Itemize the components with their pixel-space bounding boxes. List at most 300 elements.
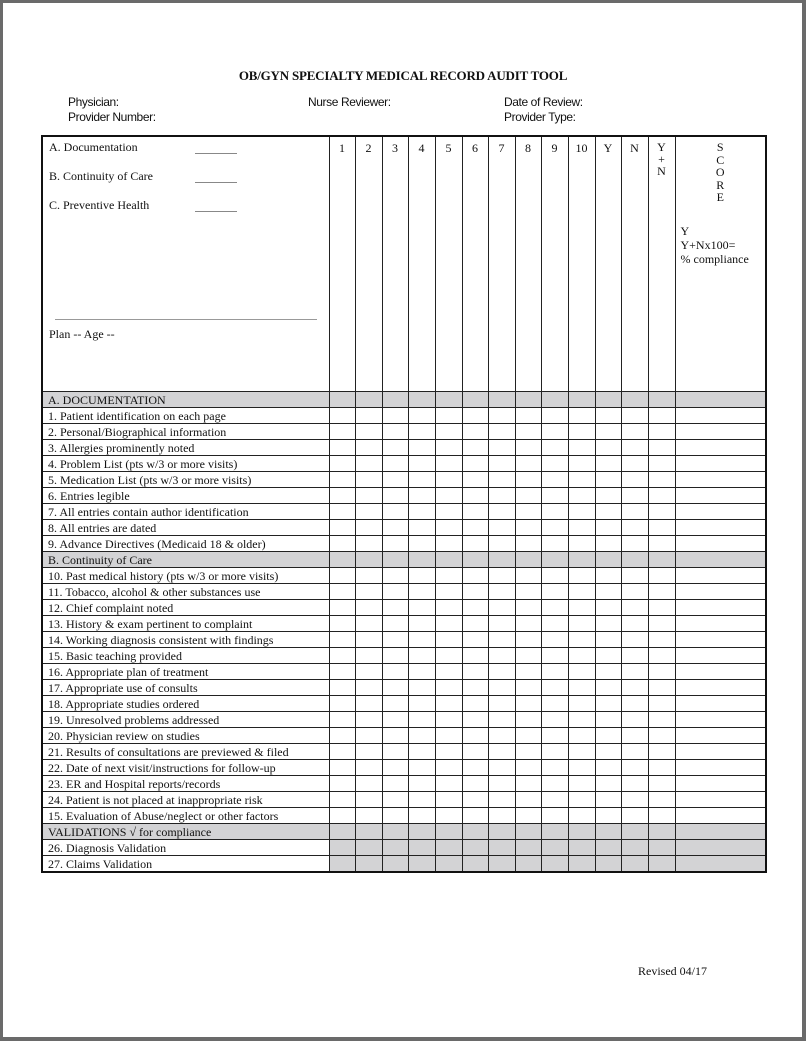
chart-check-cell[interactable] <box>435 744 462 760</box>
total-cell[interactable] <box>648 728 675 744</box>
no-count-cell[interactable] <box>621 680 648 696</box>
score-cell[interactable] <box>675 792 766 808</box>
chart-check-cell[interactable] <box>541 456 568 472</box>
yes-count-cell[interactable] <box>595 600 621 616</box>
chart-check-cell[interactable] <box>568 792 595 808</box>
total-cell[interactable] <box>648 776 675 792</box>
yes-count-cell[interactable] <box>595 728 621 744</box>
yes-count-cell[interactable] <box>595 632 621 648</box>
chart-check-cell[interactable] <box>435 808 462 824</box>
nurse-reviewer-field[interactable] <box>308 95 391 110</box>
chart-check-cell[interactable] <box>515 504 541 520</box>
physician-field[interactable] <box>68 95 156 125</box>
chart-check-cell[interactable] <box>355 616 382 632</box>
chart-check-cell[interactable] <box>408 664 435 680</box>
chart-check-cell[interactable] <box>355 712 382 728</box>
chart-check-cell[interactable] <box>355 424 382 440</box>
chart-check-cell[interactable] <box>355 760 382 776</box>
chart-check-cell[interactable] <box>541 648 568 664</box>
chart-check-cell[interactable] <box>462 632 488 648</box>
chart-check-cell[interactable] <box>488 840 515 856</box>
chart-check-cell[interactable] <box>568 456 595 472</box>
no-count-cell[interactable] <box>621 616 648 632</box>
chart-check-cell[interactable] <box>408 616 435 632</box>
no-count-cell[interactable] <box>621 648 648 664</box>
chart-check-cell[interactable] <box>329 520 355 536</box>
chart-check-cell[interactable] <box>355 744 382 760</box>
chart-check-cell[interactable] <box>329 856 355 873</box>
chart-check-cell[interactable] <box>515 424 541 440</box>
chart-check-cell[interactable] <box>435 504 462 520</box>
chart-check-cell[interactable] <box>408 840 435 856</box>
chart-check-cell[interactable] <box>462 792 488 808</box>
chart-check-cell[interactable] <box>568 568 595 584</box>
chart-check-cell[interactable] <box>488 488 515 504</box>
chart-check-cell[interactable] <box>355 504 382 520</box>
yes-count-cell[interactable] <box>595 472 621 488</box>
chart-check-cell[interactable] <box>488 776 515 792</box>
chart-check-cell[interactable] <box>382 616 408 632</box>
score-cell[interactable] <box>675 664 766 680</box>
chart-check-cell[interactable] <box>488 584 515 600</box>
chart-check-cell[interactable] <box>329 712 355 728</box>
score-cell[interactable] <box>675 648 766 664</box>
chart-check-cell[interactable] <box>462 776 488 792</box>
chart-check-cell[interactable] <box>515 648 541 664</box>
chart-check-cell[interactable] <box>462 568 488 584</box>
chart-check-cell[interactable] <box>382 520 408 536</box>
yes-count-cell[interactable] <box>595 744 621 760</box>
chart-check-cell[interactable] <box>408 536 435 552</box>
score-cell[interactable] <box>675 600 766 616</box>
chart-check-cell[interactable] <box>541 680 568 696</box>
chart-check-cell[interactable] <box>408 632 435 648</box>
no-count-cell[interactable] <box>621 568 648 584</box>
chart-check-cell[interactable] <box>462 808 488 824</box>
chart-check-cell[interactable] <box>408 760 435 776</box>
chart-check-cell[interactable] <box>568 472 595 488</box>
chart-check-cell[interactable] <box>435 696 462 712</box>
yes-count-cell[interactable] <box>595 664 621 680</box>
total-cell[interactable] <box>648 856 675 873</box>
no-count-cell[interactable] <box>621 632 648 648</box>
chart-check-cell[interactable] <box>515 520 541 536</box>
chart-check-cell[interactable] <box>488 408 515 424</box>
chart-check-cell[interactable] <box>329 488 355 504</box>
chart-check-cell[interactable] <box>568 808 595 824</box>
chart-check-cell[interactable] <box>541 520 568 536</box>
chart-check-cell[interactable] <box>515 584 541 600</box>
chart-check-cell[interactable] <box>435 472 462 488</box>
chart-check-cell[interactable] <box>541 568 568 584</box>
yes-count-cell[interactable] <box>595 680 621 696</box>
chart-check-cell[interactable] <box>515 776 541 792</box>
yes-count-cell[interactable] <box>595 712 621 728</box>
chart-check-cell[interactable] <box>568 488 595 504</box>
chart-check-cell[interactable] <box>408 472 435 488</box>
chart-check-cell[interactable] <box>568 776 595 792</box>
total-cell[interactable] <box>648 792 675 808</box>
chart-check-cell[interactable] <box>408 792 435 808</box>
chart-check-cell[interactable] <box>435 488 462 504</box>
chart-check-cell[interactable] <box>382 728 408 744</box>
chart-check-cell[interactable] <box>329 424 355 440</box>
chart-check-cell[interactable] <box>568 648 595 664</box>
chart-check-cell[interactable] <box>355 696 382 712</box>
chart-check-cell[interactable] <box>462 440 488 456</box>
no-count-cell[interactable] <box>621 760 648 776</box>
review-info-field[interactable] <box>504 95 583 125</box>
chart-check-cell[interactable] <box>568 408 595 424</box>
yes-count-cell[interactable] <box>595 808 621 824</box>
yes-count-cell[interactable] <box>595 792 621 808</box>
chart-check-cell[interactable] <box>329 456 355 472</box>
no-count-cell[interactable] <box>621 792 648 808</box>
chart-check-cell[interactable] <box>515 616 541 632</box>
chart-check-cell[interactable] <box>355 472 382 488</box>
chart-check-cell[interactable] <box>435 536 462 552</box>
chart-check-cell[interactable] <box>382 440 408 456</box>
yes-count-cell[interactable] <box>595 648 621 664</box>
chart-check-cell[interactable] <box>408 488 435 504</box>
chart-check-cell[interactable] <box>329 648 355 664</box>
total-cell[interactable] <box>648 440 675 456</box>
chart-check-cell[interactable] <box>382 424 408 440</box>
chart-check-cell[interactable] <box>329 568 355 584</box>
chart-check-cell[interactable] <box>355 536 382 552</box>
chart-check-cell[interactable] <box>515 664 541 680</box>
score-cell[interactable] <box>675 456 766 472</box>
total-cell[interactable] <box>648 472 675 488</box>
score-cell[interactable] <box>675 744 766 760</box>
no-count-cell[interactable] <box>621 840 648 856</box>
total-cell[interactable] <box>648 680 675 696</box>
chart-check-cell[interactable] <box>568 440 595 456</box>
chart-check-cell[interactable] <box>515 600 541 616</box>
total-cell[interactable] <box>648 424 675 440</box>
chart-check-cell[interactable] <box>408 424 435 440</box>
chart-check-cell[interactable] <box>329 840 355 856</box>
total-cell[interactable] <box>648 696 675 712</box>
chart-check-cell[interactable] <box>515 680 541 696</box>
chart-check-cell[interactable] <box>355 856 382 873</box>
chart-check-cell[interactable] <box>462 504 488 520</box>
chart-check-cell[interactable] <box>329 680 355 696</box>
chart-check-cell[interactable] <box>488 696 515 712</box>
score-cell[interactable] <box>675 536 766 552</box>
chart-check-cell[interactable] <box>435 760 462 776</box>
total-cell[interactable] <box>648 632 675 648</box>
chart-check-cell[interactable] <box>355 600 382 616</box>
yes-count-cell[interactable] <box>595 584 621 600</box>
no-count-cell[interactable] <box>621 408 648 424</box>
chart-check-cell[interactable] <box>382 664 408 680</box>
score-cell[interactable] <box>675 808 766 824</box>
chart-check-cell[interactable] <box>435 584 462 600</box>
total-cell[interactable] <box>648 584 675 600</box>
chart-check-cell[interactable] <box>488 440 515 456</box>
chart-check-cell[interactable] <box>355 456 382 472</box>
chart-check-cell[interactable] <box>382 648 408 664</box>
chart-check-cell[interactable] <box>488 600 515 616</box>
score-cell[interactable] <box>675 424 766 440</box>
chart-check-cell[interactable] <box>435 520 462 536</box>
score-cell[interactable] <box>675 760 766 776</box>
total-cell[interactable] <box>648 536 675 552</box>
chart-check-cell[interactable] <box>488 568 515 584</box>
chart-check-cell[interactable] <box>408 744 435 760</box>
chart-check-cell[interactable] <box>329 808 355 824</box>
chart-check-cell[interactable] <box>382 472 408 488</box>
yes-count-cell[interactable] <box>595 424 621 440</box>
chart-check-cell[interactable] <box>355 584 382 600</box>
chart-check-cell[interactable] <box>329 776 355 792</box>
chart-check-cell[interactable] <box>435 424 462 440</box>
yes-count-cell[interactable] <box>595 488 621 504</box>
chart-check-cell[interactable] <box>488 664 515 680</box>
total-cell[interactable] <box>648 648 675 664</box>
chart-check-cell[interactable] <box>515 712 541 728</box>
chart-check-cell[interactable] <box>435 440 462 456</box>
chart-check-cell[interactable] <box>515 440 541 456</box>
chart-check-cell[interactable] <box>329 536 355 552</box>
chart-check-cell[interactable] <box>515 408 541 424</box>
chart-check-cell[interactable] <box>541 440 568 456</box>
chart-check-cell[interactable] <box>515 760 541 776</box>
chart-check-cell[interactable] <box>568 536 595 552</box>
chart-check-cell[interactable] <box>488 792 515 808</box>
chart-check-cell[interactable] <box>462 488 488 504</box>
chart-check-cell[interactable] <box>408 648 435 664</box>
chart-check-cell[interactable] <box>568 504 595 520</box>
chart-check-cell[interactable] <box>382 808 408 824</box>
chart-check-cell[interactable] <box>382 792 408 808</box>
chart-check-cell[interactable] <box>435 648 462 664</box>
no-count-cell[interactable] <box>621 744 648 760</box>
chart-check-cell[interactable] <box>541 424 568 440</box>
chart-check-cell[interactable] <box>568 584 595 600</box>
chart-check-cell[interactable] <box>408 600 435 616</box>
chart-check-cell[interactable] <box>541 856 568 873</box>
chart-check-cell[interactable] <box>382 456 408 472</box>
chart-check-cell[interactable] <box>329 472 355 488</box>
chart-check-cell[interactable] <box>408 680 435 696</box>
chart-check-cell[interactable] <box>515 488 541 504</box>
chart-check-cell[interactable] <box>382 776 408 792</box>
no-count-cell[interactable] <box>621 712 648 728</box>
chart-check-cell[interactable] <box>355 568 382 584</box>
chart-check-cell[interactable] <box>488 520 515 536</box>
chart-check-cell[interactable] <box>462 664 488 680</box>
chart-check-cell[interactable] <box>408 440 435 456</box>
chart-check-cell[interactable] <box>382 536 408 552</box>
chart-check-cell[interactable] <box>488 472 515 488</box>
score-cell[interactable] <box>675 568 766 584</box>
chart-check-cell[interactable] <box>329 504 355 520</box>
chart-check-cell[interactable] <box>568 744 595 760</box>
chart-check-cell[interactable] <box>488 504 515 520</box>
chart-check-cell[interactable] <box>488 744 515 760</box>
chart-check-cell[interactable] <box>515 632 541 648</box>
chart-check-cell[interactable] <box>355 488 382 504</box>
chart-check-cell[interactable] <box>329 584 355 600</box>
chart-check-cell[interactable] <box>462 680 488 696</box>
chart-check-cell[interactable] <box>329 632 355 648</box>
chart-check-cell[interactable] <box>462 648 488 664</box>
chart-check-cell[interactable] <box>462 456 488 472</box>
chart-check-cell[interactable] <box>568 712 595 728</box>
score-blank[interactable] <box>195 144 237 154</box>
chart-check-cell[interactable] <box>435 776 462 792</box>
chart-check-cell[interactable] <box>568 424 595 440</box>
chart-check-cell[interactable] <box>462 584 488 600</box>
chart-check-cell[interactable] <box>568 760 595 776</box>
no-count-cell[interactable] <box>621 776 648 792</box>
chart-check-cell[interactable] <box>382 488 408 504</box>
total-cell[interactable] <box>648 504 675 520</box>
chart-check-cell[interactable] <box>355 440 382 456</box>
chart-check-cell[interactable] <box>435 456 462 472</box>
no-count-cell[interactable] <box>621 520 648 536</box>
score-blank[interactable] <box>195 173 237 183</box>
chart-check-cell[interactable] <box>408 808 435 824</box>
chart-check-cell[interactable] <box>435 408 462 424</box>
chart-check-cell[interactable] <box>541 792 568 808</box>
no-count-cell[interactable] <box>621 456 648 472</box>
no-count-cell[interactable] <box>621 696 648 712</box>
chart-check-cell[interactable] <box>435 712 462 728</box>
chart-check-cell[interactable] <box>329 600 355 616</box>
chart-check-cell[interactable] <box>488 728 515 744</box>
score-cell[interactable] <box>675 616 766 632</box>
chart-check-cell[interactable] <box>355 808 382 824</box>
yes-count-cell[interactable] <box>595 760 621 776</box>
chart-check-cell[interactable] <box>382 584 408 600</box>
chart-check-cell[interactable] <box>462 536 488 552</box>
chart-check-cell[interactable] <box>541 616 568 632</box>
no-count-cell[interactable] <box>621 504 648 520</box>
chart-check-cell[interactable] <box>462 696 488 712</box>
yes-count-cell[interactable] <box>595 776 621 792</box>
chart-check-cell[interactable] <box>355 840 382 856</box>
no-count-cell[interactable] <box>621 600 648 616</box>
chart-check-cell[interactable] <box>488 632 515 648</box>
total-cell[interactable] <box>648 840 675 856</box>
chart-check-cell[interactable] <box>435 568 462 584</box>
chart-check-cell[interactable] <box>515 456 541 472</box>
chart-check-cell[interactable] <box>541 808 568 824</box>
chart-check-cell[interactable] <box>329 728 355 744</box>
score-cell[interactable] <box>675 680 766 696</box>
chart-check-cell[interactable] <box>329 792 355 808</box>
chart-check-cell[interactable] <box>435 664 462 680</box>
chart-check-cell[interactable] <box>382 696 408 712</box>
chart-check-cell[interactable] <box>462 712 488 728</box>
chart-check-cell[interactable] <box>382 632 408 648</box>
chart-check-cell[interactable] <box>408 584 435 600</box>
chart-check-cell[interactable] <box>541 584 568 600</box>
no-count-cell[interactable] <box>621 808 648 824</box>
chart-check-cell[interactable] <box>408 504 435 520</box>
chart-check-cell[interactable] <box>329 664 355 680</box>
no-count-cell[interactable] <box>621 472 648 488</box>
chart-check-cell[interactable] <box>488 536 515 552</box>
score-cell[interactable] <box>675 696 766 712</box>
total-cell[interactable] <box>648 600 675 616</box>
chart-check-cell[interactable] <box>355 632 382 648</box>
score-cell[interactable] <box>675 712 766 728</box>
yes-count-cell[interactable] <box>595 840 621 856</box>
chart-check-cell[interactable] <box>462 744 488 760</box>
score-blank[interactable] <box>195 202 237 212</box>
chart-check-cell[interactable] <box>462 424 488 440</box>
chart-check-cell[interactable] <box>329 440 355 456</box>
chart-check-cell[interactable] <box>355 776 382 792</box>
chart-check-cell[interactable] <box>355 408 382 424</box>
chart-check-cell[interactable] <box>462 616 488 632</box>
chart-check-cell[interactable] <box>541 600 568 616</box>
chart-check-cell[interactable] <box>462 840 488 856</box>
chart-check-cell[interactable] <box>515 568 541 584</box>
chart-check-cell[interactable] <box>568 664 595 680</box>
score-cell[interactable] <box>675 408 766 424</box>
chart-check-cell[interactable] <box>435 600 462 616</box>
chart-check-cell[interactable] <box>515 840 541 856</box>
total-cell[interactable] <box>648 744 675 760</box>
total-cell[interactable] <box>648 760 675 776</box>
chart-check-cell[interactable] <box>568 696 595 712</box>
chart-check-cell[interactable] <box>568 856 595 873</box>
chart-check-cell[interactable] <box>382 760 408 776</box>
total-cell[interactable] <box>648 456 675 472</box>
yes-count-cell[interactable] <box>595 616 621 632</box>
score-cell[interactable] <box>675 856 766 873</box>
score-cell[interactable] <box>675 728 766 744</box>
score-cell[interactable] <box>675 840 766 856</box>
chart-check-cell[interactable] <box>382 680 408 696</box>
chart-check-cell[interactable] <box>515 696 541 712</box>
chart-check-cell[interactable] <box>568 520 595 536</box>
score-cell[interactable] <box>675 776 766 792</box>
chart-check-cell[interactable] <box>355 648 382 664</box>
chart-check-cell[interactable] <box>435 680 462 696</box>
chart-check-cell[interactable] <box>541 408 568 424</box>
chart-check-cell[interactable] <box>488 760 515 776</box>
chart-check-cell[interactable] <box>355 728 382 744</box>
chart-check-cell[interactable] <box>408 696 435 712</box>
chart-check-cell[interactable] <box>568 632 595 648</box>
chart-check-cell[interactable] <box>488 616 515 632</box>
chart-check-cell[interactable] <box>382 408 408 424</box>
chart-check-cell[interactable] <box>435 792 462 808</box>
chart-check-cell[interactable] <box>515 856 541 873</box>
chart-check-cell[interactable] <box>408 776 435 792</box>
chart-check-cell[interactable] <box>515 744 541 760</box>
total-cell[interactable] <box>648 712 675 728</box>
chart-check-cell[interactable] <box>488 456 515 472</box>
total-cell[interactable] <box>648 568 675 584</box>
chart-check-cell[interactable] <box>382 712 408 728</box>
total-cell[interactable] <box>648 520 675 536</box>
chart-check-cell[interactable] <box>329 616 355 632</box>
chart-check-cell[interactable] <box>435 840 462 856</box>
chart-check-cell[interactable] <box>329 696 355 712</box>
yes-count-cell[interactable] <box>595 408 621 424</box>
no-count-cell[interactable] <box>621 440 648 456</box>
chart-check-cell[interactable] <box>541 536 568 552</box>
chart-check-cell[interactable] <box>541 696 568 712</box>
chart-check-cell[interactable] <box>515 808 541 824</box>
